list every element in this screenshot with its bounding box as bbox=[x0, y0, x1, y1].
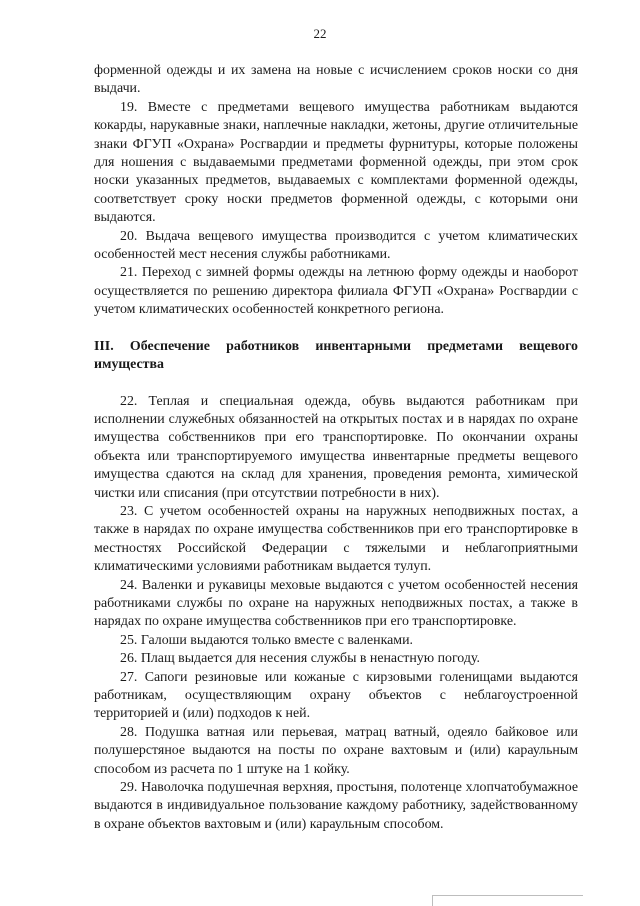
paragraph-21: 21. Переход с зимней формы одежды на летнюю форму одежды и наоборот осуществляется по решению директора филиала ФГУП «Охрана» Росгвардии с учетом климатических особенностей конкретного региона. bbox=[94, 265, 578, 318]
paragraph-25: 25. Галоши выдаются только вместе с валенками. bbox=[120, 632, 413, 648]
paragraph-23: 23. С учетом особенностей охраны на наружных неподвижных постах, а также в нарядах по охране имущества собственников при его транспортировке в местностях Российской Федерации с тяжелыми и неблагоприятными климатическими условиями работникам выдается тулуп. bbox=[94, 503, 578, 575]
paragraph-continuation: форменной одежды и их замена на новые с исчислением сроков носки со дня выдачи. bbox=[94, 63, 578, 97]
paragraph-28: 28. Подушка ватная или перьевая, матрац ватный, одеяло байковое или полушерстяное выдаются на посты по охране вахтовым и (или) караульным способом из расчета по 1 штуке на 1 койку. bbox=[94, 724, 578, 777]
page-number: 22 bbox=[313, 26, 327, 41]
section-heading: III. Обеспечение работников инвентарными предметами вещевого имущества bbox=[94, 338, 578, 373]
paragraph-19: 19. Вместе с предметами вещевого имущества работникам выдаются кокарды, нарукавные знаки, наплечные накладки, жетоны, другие отличительные знаки ФГУП «Охрана» Росгвардии и предметы фурнитуры, которые положены для ношения с выдаваемыми предметами форменной одежды, при этом срок носки указанных предметов, выдаваемых с комплектами форменной одежды, соответствует сроку носки предметов форменной одежды, с которыми они выдаются. bbox=[94, 99, 578, 226]
document-body bbox=[94, 62, 578, 834]
paragraph-20: 20. Выдача вещевого имущества производится с учетом климатических особенностей мест несения службы работниками. bbox=[94, 228, 578, 263]
paragraph-24: 24. Валенки и рукавицы меховые выдаются с учетом особенностей несения работниками службы по охране на наружных неподвижных постах, а также в нарядах по охране имущества собственников при его транспортировке. bbox=[94, 577, 578, 630]
paragraph-27: 27. Сапоги резиновые или кожаные с кирзовыми голенищами выдаются работникам, осуществляющим охрану объектов с неблагоустроенной территорией и (или) подходов к ней. bbox=[94, 669, 578, 722]
paragraph-22: 22. Теплая и специальная одежда, обувь выдаются работникам при исполнении служебных обязанностей на открытых постах и в нарядах по охране имущества собственников при его транспортировке. По окончании охраны объекта или транспортируемого имущества инвентарные предметы вещевого имущества сдаются на склад для хранения, проведения ремонта, химической чистки или списания (при отсутствии потребности в них). bbox=[94, 393, 578, 501]
scan-edge-mark bbox=[432, 895, 583, 906]
section-spacer bbox=[94, 375, 578, 393]
paragraph-29: 29. Наволочка подушечная верхняя, простыня, полотенце хлопчатобумажное выдаются в индивидуальное пользование каждому работнику, задействованному в охране объектов вахтовым и (или) караульным способом. bbox=[94, 780, 578, 832]
paragraph-26: 26. Плащ выдается для несения службы в ненастную погоду. bbox=[120, 651, 480, 667]
